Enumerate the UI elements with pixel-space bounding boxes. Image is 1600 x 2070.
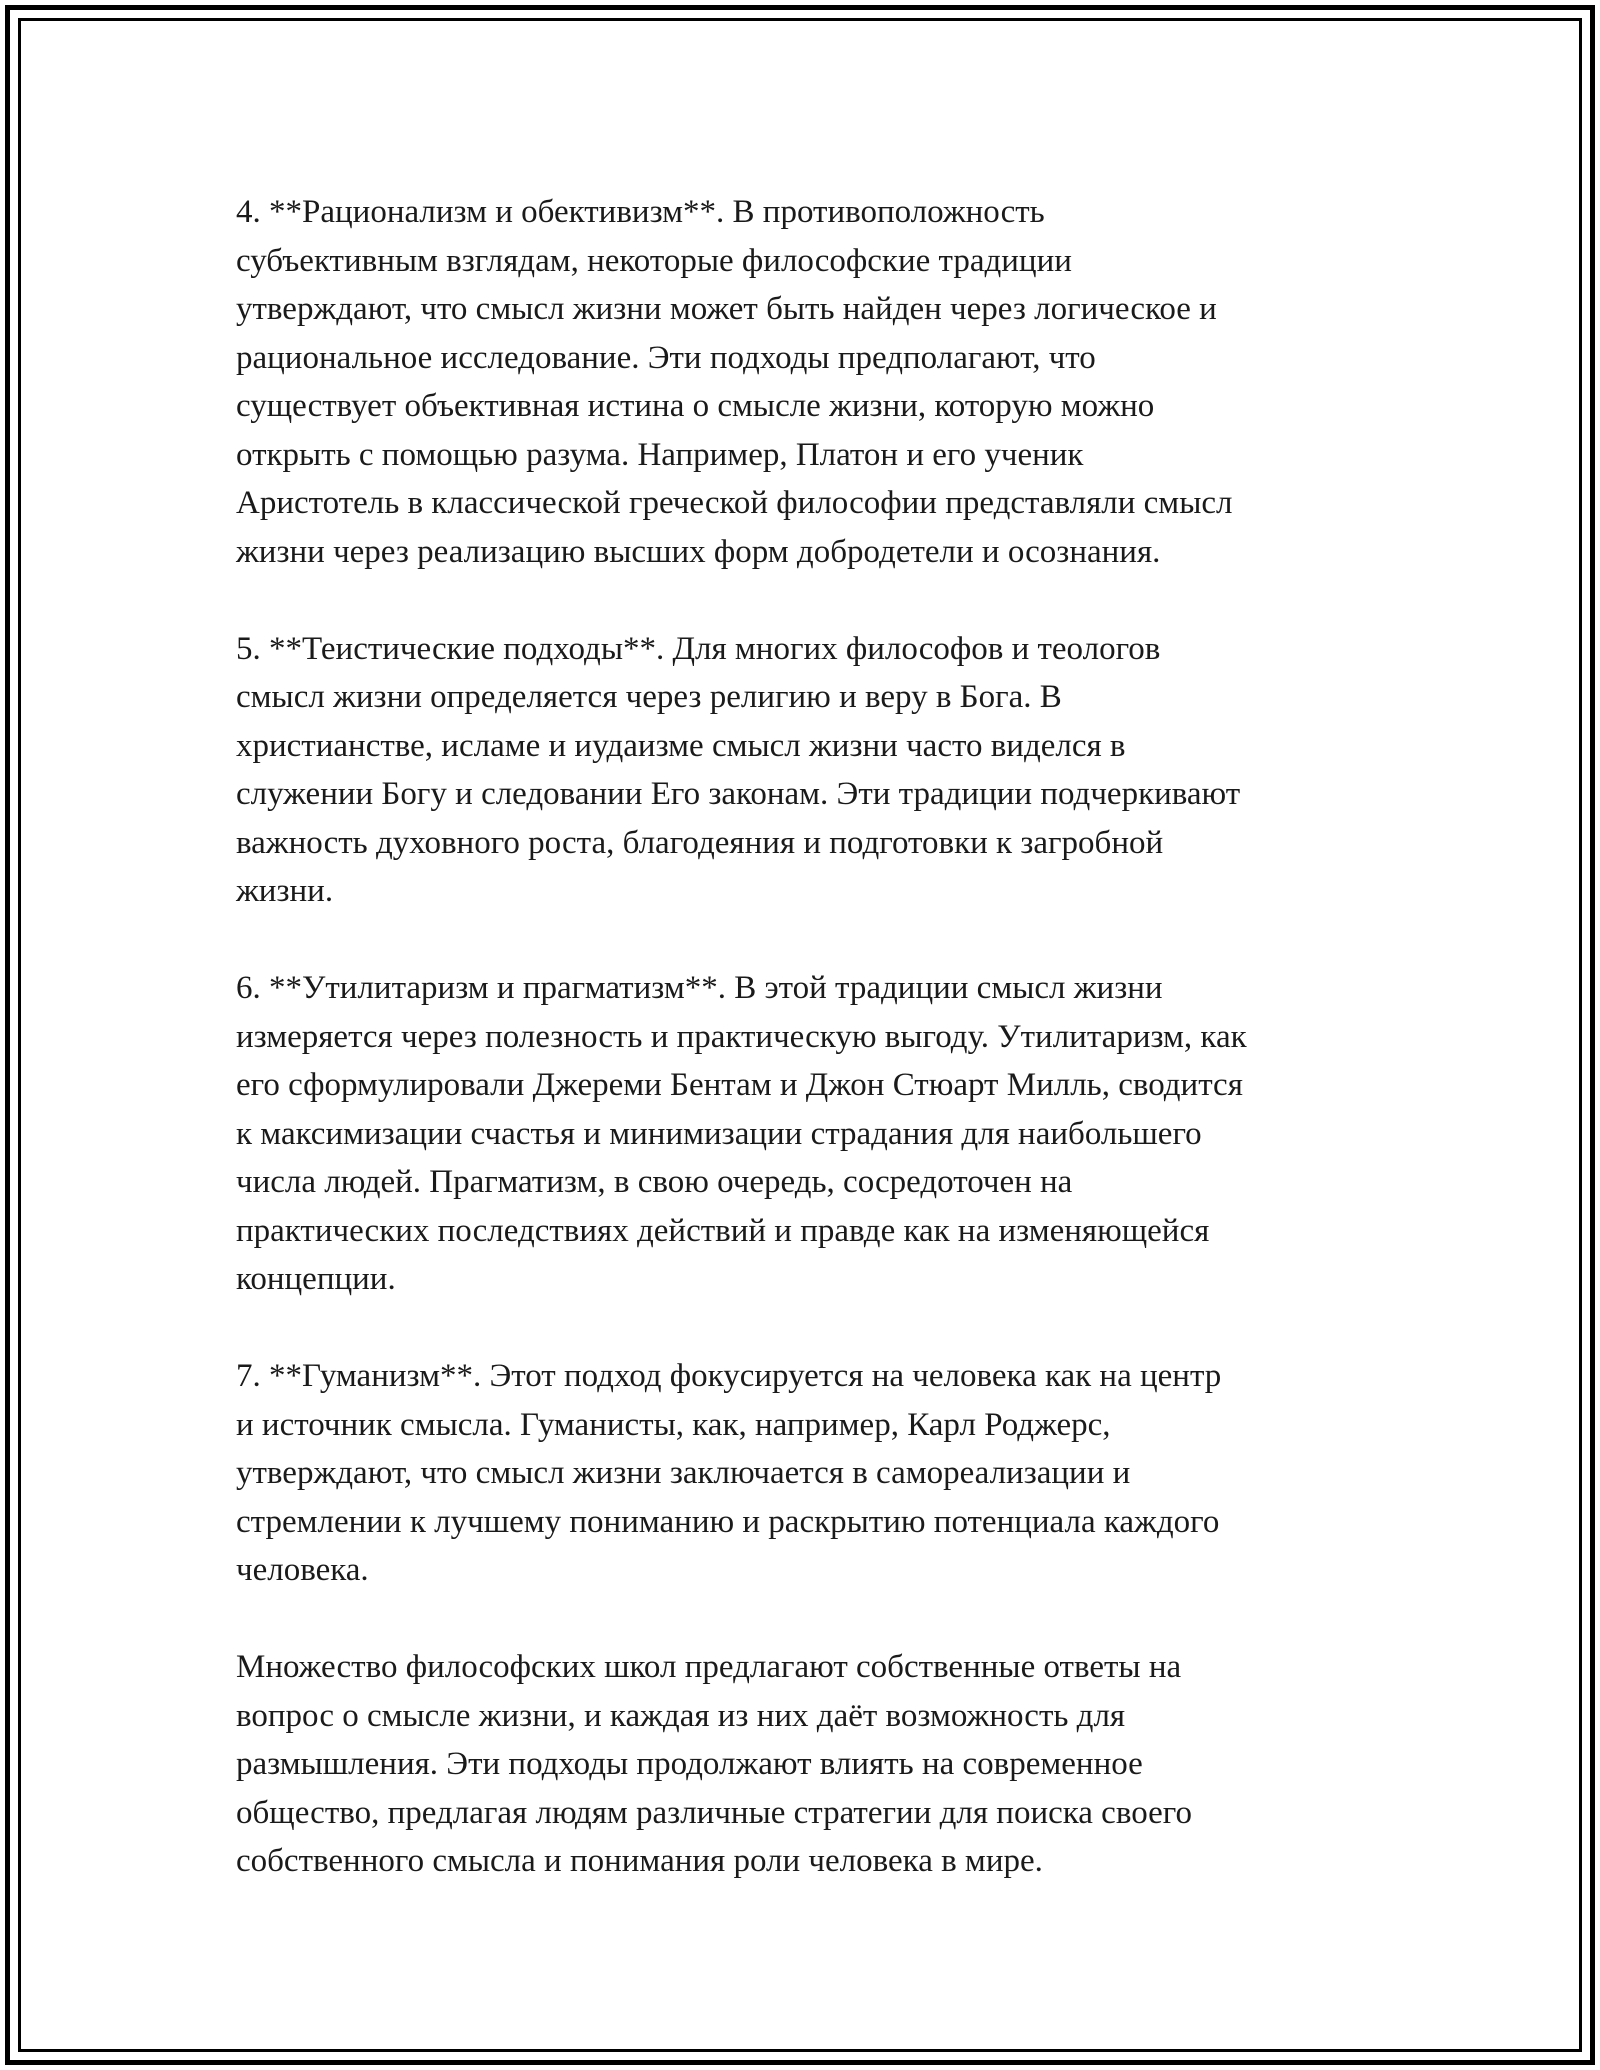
paragraph-humanism: 7. **Гуманизм**. Этот подход фокусируется на человека как на центр и источник смысла. Гуманисты, как, например, Карл Роджерс, утверждают, что смысл жизни заключается в самореализации и стремлении к лучшему пониманию и раскрытию потенциала каждого человека. bbox=[236, 1358, 1222, 1588]
paragraph-utilitarianism: 6. **Утилитаризм и прагматизм**. В этой традиции смысл жизни измеряется через полезность и практическую выгоду. Утилитаризм, как его сформулировали Джереми Бентам и Джон Стюарт Милль, сводится к максимизации счастья и минимизации страдания для наибольшего числа людей. Прагматизм, в свою очередь, сосредоточен на практических последствиях действий и правде как на изменяющейся концепции. bbox=[236, 970, 1247, 1297]
paragraph-conclusion: Множество философских школ предлагают собственные ответы на вопрос о смысле жизни, и каждая из них даёт возможность для размышления. Эти подходы продолжают влиять на современное общество, предлагая людям различные стратегии для поиска своего собственного смысла и понимания роли человека в мире. bbox=[236, 1649, 1192, 1879]
document-body bbox=[236, 188, 1386, 1886]
paragraph-theistic: 5. **Теистические подходы**. Для многих философов и теологов смысл жизни определяется через религию и веру в Бога. В христианстве, исламе и иудаизме смысл жизни часто виделся в служении Богу и следовании Его законам. Эти традиции подчеркивают важность духовного роста, благодеяния и подготовки к загробной жизни. bbox=[236, 630, 1241, 909]
paragraph-rationalism: 4. **Рационализм и обективизм**. В противоположность субъективным взглядам, некоторые философские традиции утверждают, что смысл жизни может быть найден через логическое и рациональное исследование. Эти подходы предполагают, что существует объективная истина о смысле жизни, которую можно открыть с помощью разума. Например, Платон и его ученик Аристотель в классической греческой философии представляли смысл жизни через реализацию высших форм добродетели и осознания. bbox=[236, 194, 1233, 570]
